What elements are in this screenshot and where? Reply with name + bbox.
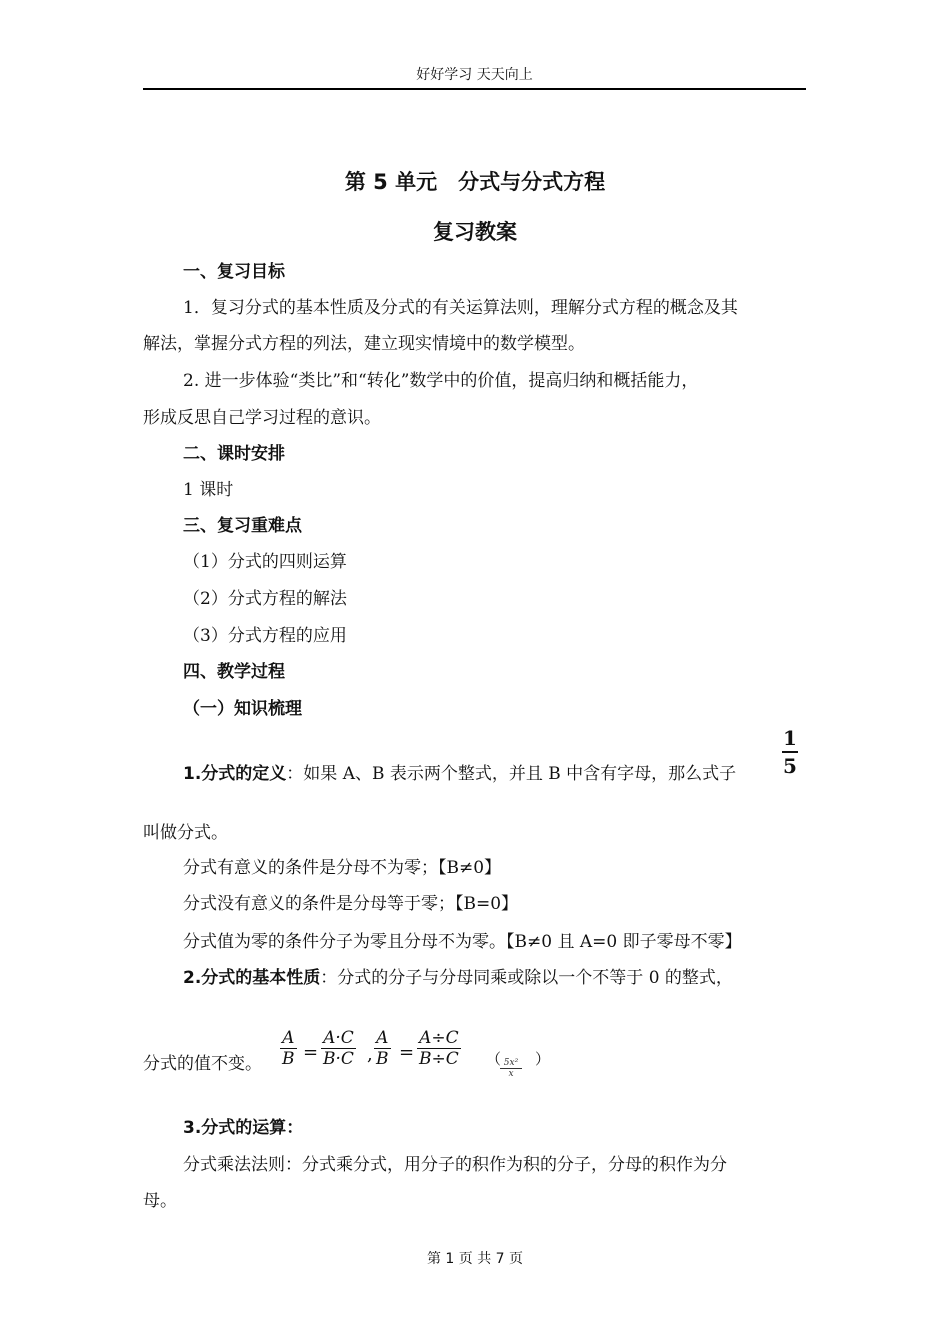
equals-sign-1: = bbox=[303, 1042, 319, 1063]
condition-undefined: 分式没有意义的条件是分母等于零；【B=0】 bbox=[183, 894, 519, 914]
definition-fraction-num: 1 bbox=[783, 726, 797, 750]
property-label: 2.分式的基本性质 bbox=[183, 968, 321, 988]
multiplication-rule-line-1: 分式乘法法则：分式乘分式，用分子的积作为积的分子，分母的积作为分 bbox=[183, 1155, 727, 1175]
section-1-heading: 一、复习目标 bbox=[183, 262, 285, 282]
goal-2-line-1: 2. 进一步体验“类比”和“转化”数学中的价值，提高归纳和概括能力， bbox=[183, 371, 699, 391]
property-text: ：分式的分子与分母同乘或除以一个不等于 0 的整式， bbox=[320, 968, 733, 988]
section-3-heading: 三、复习重难点 bbox=[183, 516, 302, 536]
key-point-1: （1）分式的四则运算 bbox=[183, 552, 347, 572]
formula-fraction-4: A÷C B÷C bbox=[419, 1028, 459, 1069]
lesson-count: 1 课时 bbox=[183, 480, 234, 500]
section-2-heading: 二、课时安排 bbox=[183, 444, 285, 464]
property-end: 分式的值不变。 bbox=[143, 1054, 262, 1074]
property-line bbox=[183, 963, 733, 988]
multiplication-rule-line-2: 母。 bbox=[143, 1191, 177, 1211]
close-paren: ） bbox=[535, 1050, 551, 1068]
section-4-heading: 四、教学过程 bbox=[183, 662, 285, 682]
definition-fraction bbox=[782, 726, 798, 778]
definition-fraction-den: 5 bbox=[783, 754, 797, 778]
equals-sign-2: = bbox=[399, 1042, 415, 1063]
tiny-fraction: 5x² x bbox=[500, 1058, 522, 1079]
condition-defined: 分式有意义的条件是分母不为零；【B≠0】 bbox=[183, 858, 502, 878]
subsection-heading: （一）知识梳理 bbox=[183, 699, 302, 719]
condition-zero: 分式值为零的条件分子为零且分母不为零。【B≠0 且 A=0 即子零母不零】 bbox=[183, 932, 742, 952]
definition-end: 叫做分式。 bbox=[143, 823, 228, 843]
key-point-2: （2）分式方程的解法 bbox=[183, 589, 347, 609]
goal-1-line-1: 1．复习分式的基本性质及分式的有关运算法则，理解分式方程的概念及其 bbox=[183, 298, 738, 318]
document-title: 第 5 单元 分式与分式方程 bbox=[344, 170, 606, 194]
formula-fraction-2: A·C B·C bbox=[323, 1028, 354, 1069]
formula-fraction-1: A B bbox=[282, 1028, 295, 1069]
definition-label: 1.分式的定义 bbox=[183, 764, 287, 784]
goal-1-line-2: 解法，掌握分式方程的列法，建立现实情境中的数学模型。 bbox=[143, 334, 585, 354]
definition-text: ：如果 A、B 表示两个整式，并且 B 中含有字母，那么式子 bbox=[286, 764, 737, 784]
formula-fraction-3: A B bbox=[376, 1028, 389, 1069]
key-point-3: （3）分式方程的应用 bbox=[183, 626, 347, 646]
page-footer: 第 1 页 共 7 页 bbox=[426, 1251, 524, 1267]
goal-2-line-2: 形成反思自己学习过程的意识。 bbox=[143, 408, 381, 428]
document-subtitle: 复习教案 bbox=[433, 220, 517, 244]
definition-line bbox=[183, 759, 736, 784]
comma-separator: , bbox=[367, 1044, 373, 1065]
open-paren: （ bbox=[486, 1050, 502, 1068]
operations-heading: 3.分式的运算： bbox=[183, 1118, 304, 1138]
page-header: 好好学习 天天向上 bbox=[143, 62, 806, 90]
